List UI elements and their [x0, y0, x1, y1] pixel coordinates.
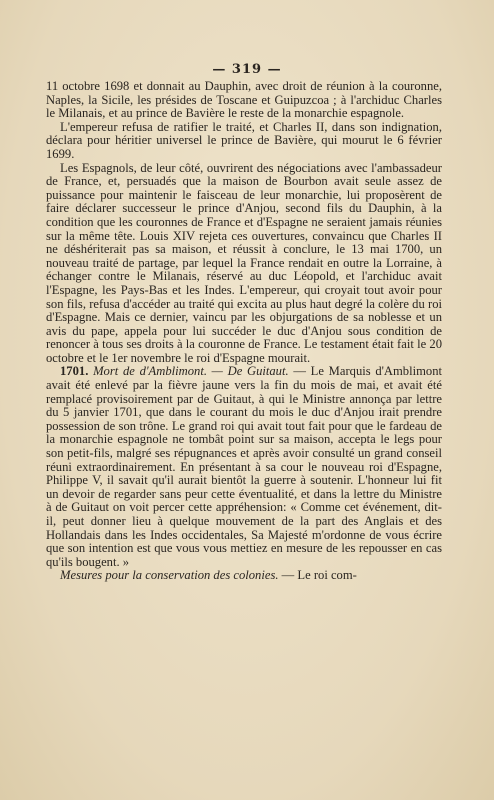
paragraph-2: L'empereur refusa de ratifier le traité, et Charles II, dans son indignation, déclara pour héritier universel le prince de Bavière, qui mourut le 6 février 1699. [46, 119, 442, 161]
paragraph-1: 11 octobre 1698 et donnait au Dauphin, avec droit de réunion à la couronne, Naples, la Sicile, les présides de Toscane et Guipuzcoa ; à l'archiduc Charles le Milanais, et au prince de Bavière le reste de la monarchie espagnole. [46, 79, 442, 121]
body-text [46, 80, 442, 583]
section-year: 1701. [60, 364, 89, 379]
paragraph-5 [46, 569, 442, 583]
paragraph-3: Les Espagnols, de leur côté, ouvrirent des négociations avec l'ambassadeur de France, et, persuadés que la maison de Bourbon avait seule assez de puissance pour maintenir le faisceau de leur monarchie, lui proposèrent de faire déclarer successeur le prince d'Anjou, second fils du Dauphin, à la condition que les couronnes de France et d'Espagne ne seraient jamais réunies sur la même tête. Louis XIV rejeta ces ouvertures, convaincu que Charles II ne déshériterait pas sa maison, et réussit à conclure, le 13 mai 1700, un nouveau traité de partage, par lequel la France rendait en outre la Lorraine, à échanger contre le Milanais, réservé au duc Léopold, et l'archiduc avait l'Espagne, les Pays-Bas et les Indes. L'empereur, qui croyait tout avoir pour son fils, refusa d'accéder au traité qui excita au plus haut degré la colère du roi d'Espagne. Mais ce dernier, vaincu par les objurgations de sa noblesse et un avis du pape, appela pour lui succéder le duc d'Anjou sous condition de renoncer à tous ses droits à la couronne de France. Le testament était fait le 20 octobre et le 1er novembre le roi d'Espagne mourait. [46, 160, 442, 365]
page-number: — 319 — [212, 62, 282, 77]
paragraph-4-text: — Le Marquis d'Amblimont avait été enlevé par la fièvre jaune vers la fin du mois de mai, et avait été remplacé provisoirement par de Guitaut, à qui le Ministre annonça par lettre du 5 janvier 1701, que dans le courant du mois le duc d'Anjou irait prendre possession de son trône. Le grand roi qui avait tout fait pour que le fardeau de la monarchie espagnole ne tombât point sur sa maison, accepta le legs pour son petit-fils, malgré ses répugnances et après avoir consulté un grand conseil réuni extraordinairement. En présentant à sa cour le nouveau roi d'Espagne, Philippe V, il savait qu'il aurait bientôt la guerre à soutenir. L'honneur lui fit un devoir de regarder sans peur cette éventualité, et dans la lettre du Ministre à de Guitaut on voit percer cette appréhension: « Comme cet événement, dit-il, peut donner lieu à quelque mouvement de la part des Anglais et des Hollandais dans les Indes occidentales, Sa Majesté m'ordonne de vous écrire que son intention est que vous vous mettiez en mesure de les repousser en cas qu'ils bougent. » [46, 364, 442, 569]
paragraph-4 [46, 365, 442, 569]
section-heading: Mort de d'Amblimont. — De Guitaut. [93, 364, 289, 379]
subsection-heading: Mesures pour la conservation des colonies. [60, 568, 279, 583]
paragraph-5-text: — Le roi com- [281, 568, 357, 583]
